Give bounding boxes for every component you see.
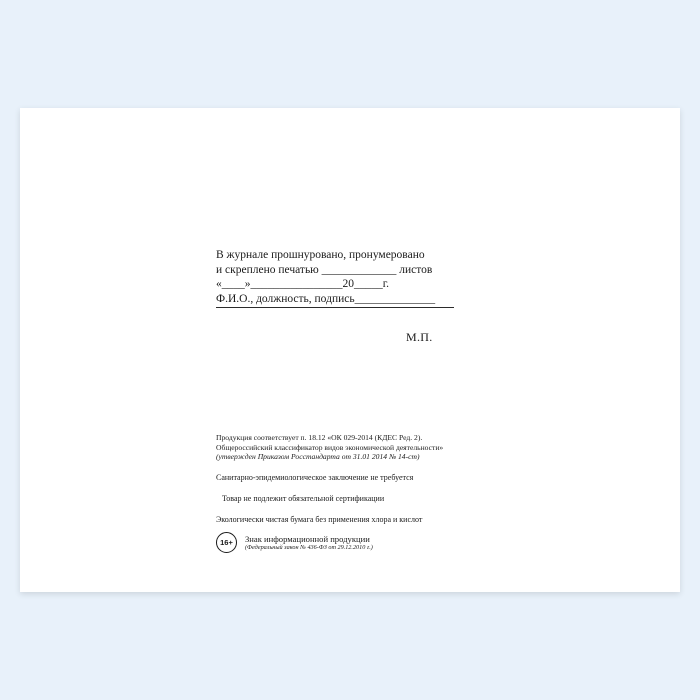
legal-paragraph-line-2: Общероссийский классификатор видов экономической деятельности» xyxy=(216,442,444,452)
legal-paragraph-line-3: (утвержден Приказом Росстандарта от 31.01 2014 № 14-ст) xyxy=(216,452,420,462)
legal-block xyxy=(216,433,516,525)
age-mark-row xyxy=(216,532,373,553)
document-sheet xyxy=(20,108,680,592)
certification-line-1: В журнале прошнуровано, пронумеровано xyxy=(216,249,425,261)
seal-mark: М.П. xyxy=(406,330,433,344)
legal-statement-eco-paper: Экологически чистая бумага без применения хлора и кислот xyxy=(216,514,423,524)
certification-block xyxy=(216,248,476,308)
age-mark-title: Знак информационной продукции xyxy=(245,533,370,544)
age-rating-icon: 16+ xyxy=(216,532,237,553)
legal-statement-sanitary: Санитарно-эпидемиологическое заключение не требуется xyxy=(216,472,414,482)
certification-line-2: и скреплено печатью _____________ листов xyxy=(216,263,433,276)
certification-line-3: «____»________________20_____г. xyxy=(216,278,390,290)
certification-line-4: Ф.И.О., должность, подпись______________ xyxy=(216,292,436,305)
document-body xyxy=(20,108,680,592)
legal-statement-certification: Товар не подлежит обязательной сертификации xyxy=(222,493,385,503)
age-mark-subtitle: (Федеральный закон № 436-ФЗ от 29.12.2010 г.) xyxy=(245,543,373,551)
legal-paragraph-line-1: Продукция соответствует п. 18.12 «ОК 029-2014 (КДЕС Ред. 2). xyxy=(216,433,423,442)
signature-rule xyxy=(216,307,454,308)
age-mark-text xyxy=(245,534,373,551)
